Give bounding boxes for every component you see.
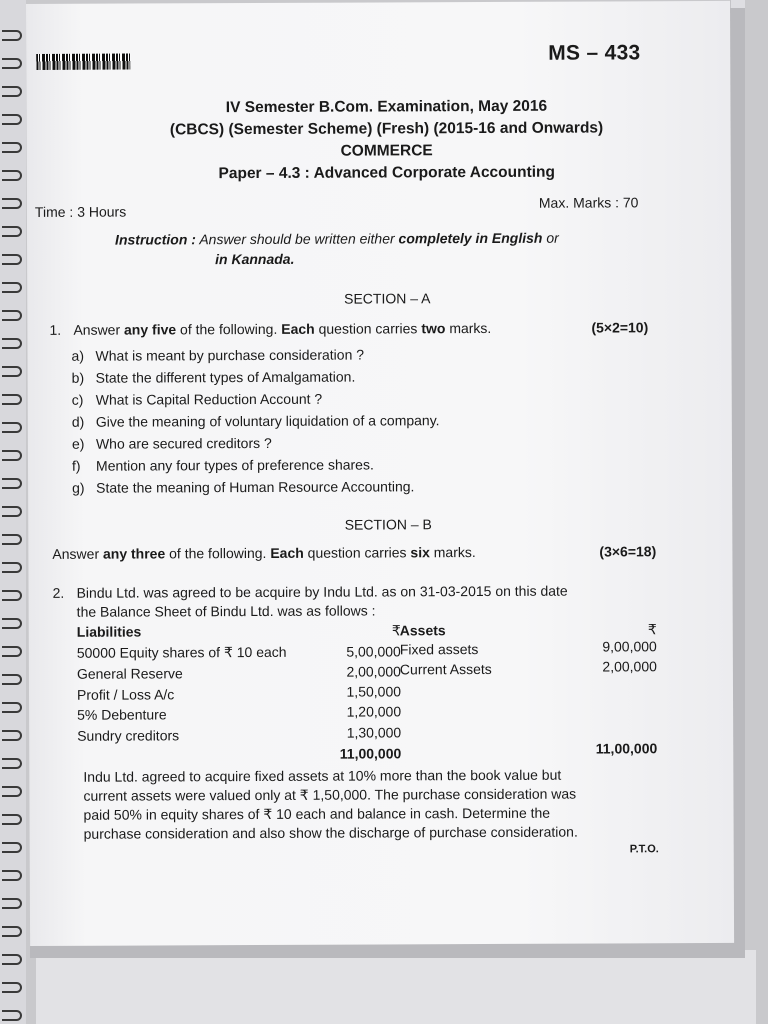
table-cell: Current Assets <box>399 660 492 678</box>
binding-ring <box>2 646 22 657</box>
binding-ring <box>2 142 22 153</box>
binding-ring <box>2 58 22 69</box>
instruction-text: Answer should be written either <box>199 230 395 248</box>
binding-ring <box>2 730 22 741</box>
question-number: 1. <box>49 321 62 338</box>
subquestion-c: c) What is Capital Reduction Account ? <box>71 390 323 408</box>
table-cell: 5% Debenture <box>77 706 167 723</box>
table-cell: 1,20,000 <box>346 703 402 720</box>
binding-ring <box>2 86 22 97</box>
section-b-marks: (3×6=18) <box>599 543 657 560</box>
section-a-title: SECTION – A <box>344 290 431 307</box>
binding-ring <box>2 394 22 405</box>
table-cell: 1,30,000 <box>346 724 402 741</box>
instruction <box>115 227 655 269</box>
subject-title: COMMERCE <box>340 142 433 160</box>
assets-total: 11,00,000 <box>595 740 658 757</box>
binding-ring <box>2 338 22 349</box>
question-2-details: Indu Ltd. agreed to acquire fixed assets at 10% more than the book value but current assets were valued only at ₹ 1,50,000. The purchase consideration was paid 50% in equity shares of ₹ 10 each and balance in cash. Determine the purchase consideration and also show the discharge of purchase consideration. <box>83 766 578 842</box>
binding-ring <box>2 702 22 713</box>
binding-ring <box>2 506 22 517</box>
table-cell: Fixed assets <box>399 641 479 658</box>
table-cell: 2,00,000 <box>346 663 401 680</box>
subquestion-b: b) State the different types of Amalgamation. <box>71 368 356 386</box>
binding-ring <box>2 786 22 797</box>
binding-ring <box>2 30 22 41</box>
table-cell: 2,00,000 <box>602 658 657 675</box>
question-2 <box>52 581 673 620</box>
question-1-marks: (5×2=10) <box>591 319 649 336</box>
table-cell: 1,50,000 <box>346 683 402 700</box>
table-cell: General Reserve <box>76 665 183 682</box>
subquestion-f: f) Mention any four types of preference shares. <box>71 456 374 474</box>
binding-ring <box>2 226 22 237</box>
assets-header: Assets <box>399 622 446 639</box>
question-1 <box>49 319 689 338</box>
binding-ring <box>2 926 22 937</box>
binding-ring <box>2 114 22 125</box>
binding-ring <box>2 422 22 433</box>
binding-ring <box>2 590 22 601</box>
time-allowed: Time : 3 Hours <box>34 203 127 220</box>
question-2-text: Bindu Ltd. was agreed to be acquire by Indu Ltd. as on 31-03-2015 on this date the Balance Sheet of Bindu Ltd. was as follows : <box>76 582 568 620</box>
please-turn-over: P.T.O. <box>629 843 659 856</box>
barcode-image <box>36 54 130 70</box>
binding-ring <box>2 310 22 321</box>
binding-ring <box>2 366 22 377</box>
binding-ring <box>2 982 22 993</box>
subquestion-a: a) What is meant by purchase consideration ? <box>71 346 365 364</box>
exam-paper-page <box>26 1 734 946</box>
spiral-binding <box>0 0 26 1024</box>
page-below <box>36 950 756 1024</box>
balance-sheet <box>77 621 678 764</box>
binding-ring <box>2 562 22 573</box>
binding-ring <box>2 954 22 965</box>
instruction-line2: in Kannada. <box>215 250 295 268</box>
liabilities-header: Liabilities <box>76 623 142 640</box>
binding-ring <box>2 198 22 209</box>
rupee-header: ₹ <box>647 621 657 638</box>
binding-ring <box>2 450 22 461</box>
binding-ring <box>2 282 22 293</box>
binding-ring <box>2 842 22 853</box>
exam-scheme: (CBCS) (Semester Scheme) (Fresh) (2015-16 and Onwards) <box>169 119 604 139</box>
question-1-text: Answer any five of the following. Each question carries two marks. <box>73 319 492 338</box>
binding-ring <box>2 758 22 769</box>
exam-title: IV Semester B.Com. Examination, May 2016 <box>225 97 548 117</box>
binding-ring <box>2 170 22 181</box>
binding-ring <box>2 618 22 629</box>
max-marks: Max. Marks : 70 <box>538 194 639 211</box>
section-b-instruction: Answer any three of the following. Each question carries six marks. (3×6=18) <box>52 543 657 562</box>
binding-ring <box>2 534 22 545</box>
subquestion-d: d) Give the meaning of voluntary liquidation of a company. <box>71 412 440 430</box>
liabilities-total: 11,00,000 <box>339 745 402 762</box>
table-cell: 50000 Equity shares of ₹ 10 each <box>76 643 287 661</box>
binding-ring <box>2 898 22 909</box>
paper-code: MS – 433 <box>548 41 641 65</box>
question-number: 2. <box>52 584 65 601</box>
binding-ring <box>2 674 22 685</box>
section-b-title: SECTION – B <box>344 516 432 533</box>
binding-ring <box>2 478 22 489</box>
instruction-emphasis: completely in English <box>398 229 543 247</box>
binding-ring <box>2 870 22 881</box>
rupee-header: ₹ <box>391 622 401 639</box>
paper-title: Paper – 4.3 : Advanced Corporate Accounting <box>218 163 556 183</box>
binding-ring <box>2 254 22 265</box>
instruction-or: or <box>546 229 559 246</box>
binding-ring <box>2 814 22 825</box>
table-cell: 9,00,000 <box>602 638 657 655</box>
table-cell: Profit / Loss A/c <box>76 686 175 703</box>
subquestion-g: g) State the meaning of Human Resource Accounting. <box>72 478 415 496</box>
instruction-label: Instruction : <box>114 231 196 248</box>
table-cell: Sundry creditors <box>77 727 180 744</box>
table-cell: 5,00,000 <box>346 643 401 660</box>
subquestion-e: e) Who are secured creditors ? <box>71 434 272 452</box>
binding-ring <box>2 1010 22 1021</box>
